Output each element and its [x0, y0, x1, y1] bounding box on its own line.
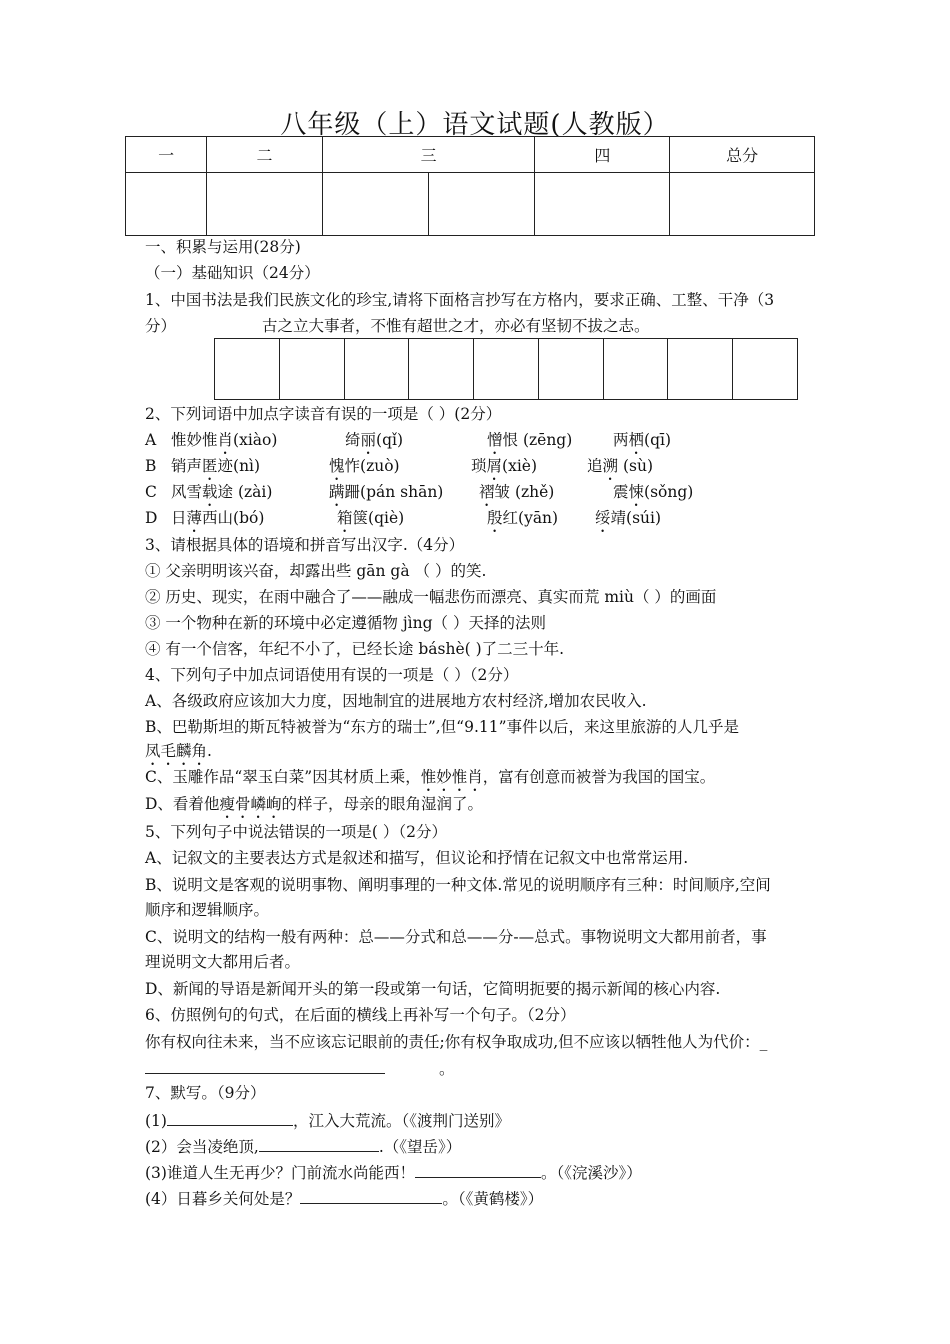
grid-cell[interactable] [732, 339, 797, 399]
score-header-2: 二 [207, 137, 322, 173]
score-header-total: 总分 [670, 137, 815, 173]
word-part: (xiào) [233, 431, 278, 449]
q1-stem: 1、中国书法是我们民族文化的珍宝,请将下面格言抄写在方格内，要求正确、工整、干净（3 [145, 291, 775, 309]
q5-option-b-cont: 顺序和逻辑顺序。 [145, 901, 270, 919]
q5-option-b: B、说明文是客观的说明事物、阐明事理的一种文体.常见的说明顺序有三种：时间顺序,空间 [145, 876, 771, 894]
score-cell-2[interactable] [207, 173, 322, 236]
q5-option-d: D、新闻的导语是新闻开头的第一段或第一句话，它简明扼要的揭示新闻的核心内容. [145, 980, 721, 998]
grid-cell[interactable] [279, 339, 344, 399]
q1-stem-cont [145, 316, 650, 336]
q5-option-a: A、记叙文的主要表达方式是叙述和描写，但议论和抒情在记叙文中也常常运用. [145, 849, 689, 867]
subsection-heading: （一）基础知识（24分） [145, 264, 320, 282]
q7-stem: 7、默写。（9分） [145, 1084, 266, 1102]
grid-cell[interactable] [538, 339, 603, 399]
q7-item-3 [145, 1161, 642, 1183]
q2-option-letter: D [145, 509, 158, 527]
score-cell-total[interactable] [670, 173, 815, 236]
text: 。（《浣溪沙》） [540, 1164, 642, 1182]
word-part: 追 [587, 457, 603, 475]
word-part: 日 [171, 509, 187, 527]
word-part: (qī) [644, 431, 672, 449]
word-part: 琐 [471, 457, 487, 475]
q4-option-b: B、巴勒斯坦的斯瓦特被誉为“东方的瑞士”,但“9.11”事件以后，来这里旅游的人几乎是 [145, 718, 740, 736]
grid-cell[interactable] [344, 339, 409, 399]
text: ，富有创意而被誉为我国的国宝。 [482, 768, 716, 786]
dotted-char: 栖 [628, 431, 645, 449]
word-part: 绮 [345, 431, 361, 449]
word-part: (sǒng) [644, 483, 694, 501]
grid-cell[interactable] [667, 339, 732, 399]
q2-option-b [145, 456, 653, 484]
dotted-char: 憎 [487, 431, 503, 449]
score-header-4: 四 [535, 137, 670, 173]
word-part: 皱 (zhě) [494, 483, 555, 501]
text: .（《望岳》） [378, 1138, 462, 1156]
word-part: 途 (zài) [217, 483, 273, 501]
text: D、看着他 [145, 795, 220, 813]
word-part: 迹(nì) [217, 457, 261, 475]
score-header-1: 一 [126, 137, 207, 173]
q5-option-c: C、说明文的结构一般有两种：总——分式和总——分-—总式。事物说明文大都用前者，事 [145, 928, 767, 946]
score-table-entry-row [126, 173, 815, 236]
score-cell-1[interactable] [126, 173, 207, 236]
q3-item-4: ④ 有一个信客，年纪不小了，已经长途 báshè( )了二三十年. [145, 640, 565, 658]
dotted-char: 悚 [628, 483, 645, 501]
q2-option-d [145, 508, 661, 536]
dotted-char: 屑 [486, 457, 503, 475]
dotted-char: 载 [202, 483, 218, 501]
q3-stem: 3、请根据具体的语境和拼音写出汉字.（4分） [145, 536, 465, 554]
q2-option-letter: C [145, 483, 157, 501]
dotted-char: 丽 [360, 431, 377, 449]
q1-score: 分） [145, 317, 177, 335]
score-table-header-row [126, 137, 815, 173]
q2-option-a [145, 430, 671, 458]
word-part: 两 [613, 431, 629, 449]
q1-motto: 古之立大事者，不惟有超世之才，亦必有坚韧不拔之志。 [262, 317, 650, 335]
word-part: (qǐ) [376, 431, 404, 449]
dotted-phrase: 惟妙惟肖 [420, 768, 483, 786]
q7-item-1 [145, 1109, 510, 1131]
punctuation: . [207, 742, 212, 760]
score-cell-4[interactable] [535, 173, 670, 236]
section-heading: 一、积累与运用(28分) [145, 238, 301, 256]
score-cell-3b[interactable] [429, 173, 535, 236]
answer-blank[interactable] [167, 1109, 293, 1126]
dotted-char: 绥 [595, 509, 611, 527]
dotted-char: 箱 [337, 509, 353, 527]
q2-option-letter: A [145, 431, 157, 449]
word-part: 销声 [171, 457, 203, 475]
q7-item-4 [145, 1187, 543, 1209]
writing-grid[interactable] [214, 338, 798, 400]
q4-stem: 4、下列句子中加点词语使用有误的一项是（ ）（2分） [145, 666, 519, 684]
dotted-char: 蹒 [329, 483, 345, 501]
q4-option-d [145, 794, 483, 822]
punctuation: 。 [439, 1060, 455, 1078]
answer-blank[interactable] [145, 1057, 385, 1074]
word-part: 靖(súi) [610, 509, 662, 527]
grid-cell[interactable] [603, 339, 668, 399]
q2-stem: 2、下列词语中加点字读音有误的一项是（ ）(2分） [145, 405, 502, 423]
word-part: 红(yān) [502, 509, 559, 527]
dotted-char: 殷 [487, 509, 503, 527]
word-part: 怍(zuò) [344, 457, 400, 475]
word-part: 跚(pán shān) [344, 483, 444, 501]
text: (2）会当凌绝顶, [145, 1138, 259, 1156]
text: 的样子，母亲的眼角湿润了。 [281, 795, 483, 813]
q2-option-letter: B [145, 457, 157, 475]
word-part: 西山(bó) [202, 509, 265, 527]
q3-item-3: ③ 一个物种在新的环境中必定遵循物 jìng（ ）天择的法则 [145, 614, 546, 632]
dotted-char: 褶 [479, 483, 495, 501]
q3-item-2: ② 历史、现实，在雨中融合了——融成一幅悲伤而漂亮、真实而荒 miù（ ）的画面 [145, 588, 717, 606]
text: (4）日暮乡关何处是？ [145, 1190, 301, 1208]
q4-option-b-cont [145, 741, 212, 769]
q4-option-c [145, 767, 715, 795]
score-header-3: 三 [322, 137, 535, 173]
dotted-char: 愧 [329, 457, 345, 475]
answer-blank[interactable] [300, 1187, 442, 1204]
grid-cell[interactable] [408, 339, 473, 399]
q6-example: 你有权向往未来，当不应该忘记眼前的责任;你有权争取成功,但不应该以牺牲他人为代价：_ [145, 1033, 768, 1051]
grid-cell[interactable] [473, 339, 538, 399]
q2-option-c [145, 482, 693, 510]
q5-option-c-cont: 理说明文大都用后者。 [145, 953, 301, 971]
word-part: 恨 (zēng) [502, 431, 573, 449]
score-table [125, 136, 815, 236]
dotted-char: 肖 [217, 431, 234, 449]
word-part: 箧(qiè) [352, 509, 405, 527]
q7-item-2 [145, 1135, 461, 1157]
dotted-char: 溯 [602, 457, 619, 475]
page-title: 八年级（上）语文试题(人教版） [280, 110, 670, 140]
word-part: 震 [613, 483, 629, 501]
text: (1) [145, 1112, 167, 1130]
answer-blank[interactable] [259, 1135, 379, 1152]
word-part: 风雪 [171, 483, 203, 501]
grid-cell[interactable] [215, 339, 279, 399]
answer-blank[interactable] [415, 1161, 541, 1178]
q4-option-a: A、各级政府应该加大力度，因地制宜的进展地方农村经济,增加农民收入. [145, 692, 647, 710]
q6-answer-line [145, 1057, 455, 1079]
dotted-phrase: 凤毛麟角 [145, 742, 208, 760]
dotted-phrase: 瘦骨嶙峋 [219, 795, 282, 813]
q6-stem: 6、仿照例句的句式，在后面的横线上再补写一个句子。（2分） [145, 1006, 576, 1024]
q3-item-1: ① 父亲明明该兴奋，却露出些 gān gà （ ）的笑. [145, 562, 487, 580]
q5-stem: 5、下列句子中说法错误的一项是( ）（2分） [145, 823, 447, 841]
text: ，江入大荒流。（《渡荆门送别》 [292, 1112, 510, 1130]
dotted-char: 薄 [186, 509, 203, 527]
text: 。（《黄鹤楼》） [442, 1190, 544, 1208]
word-part: (xiè) [502, 457, 537, 475]
word-part: 惟妙惟 [171, 431, 218, 449]
score-cell-3a[interactable] [322, 173, 428, 236]
text: C、玉雕作品“翠玉白菜”因其材质上乘， [145, 768, 421, 786]
text: (3)谁道人生无再少？门前流水尚能西！ [145, 1164, 415, 1182]
word-part: (sù) [618, 457, 653, 475]
dotted-char: 匿 [202, 457, 218, 475]
